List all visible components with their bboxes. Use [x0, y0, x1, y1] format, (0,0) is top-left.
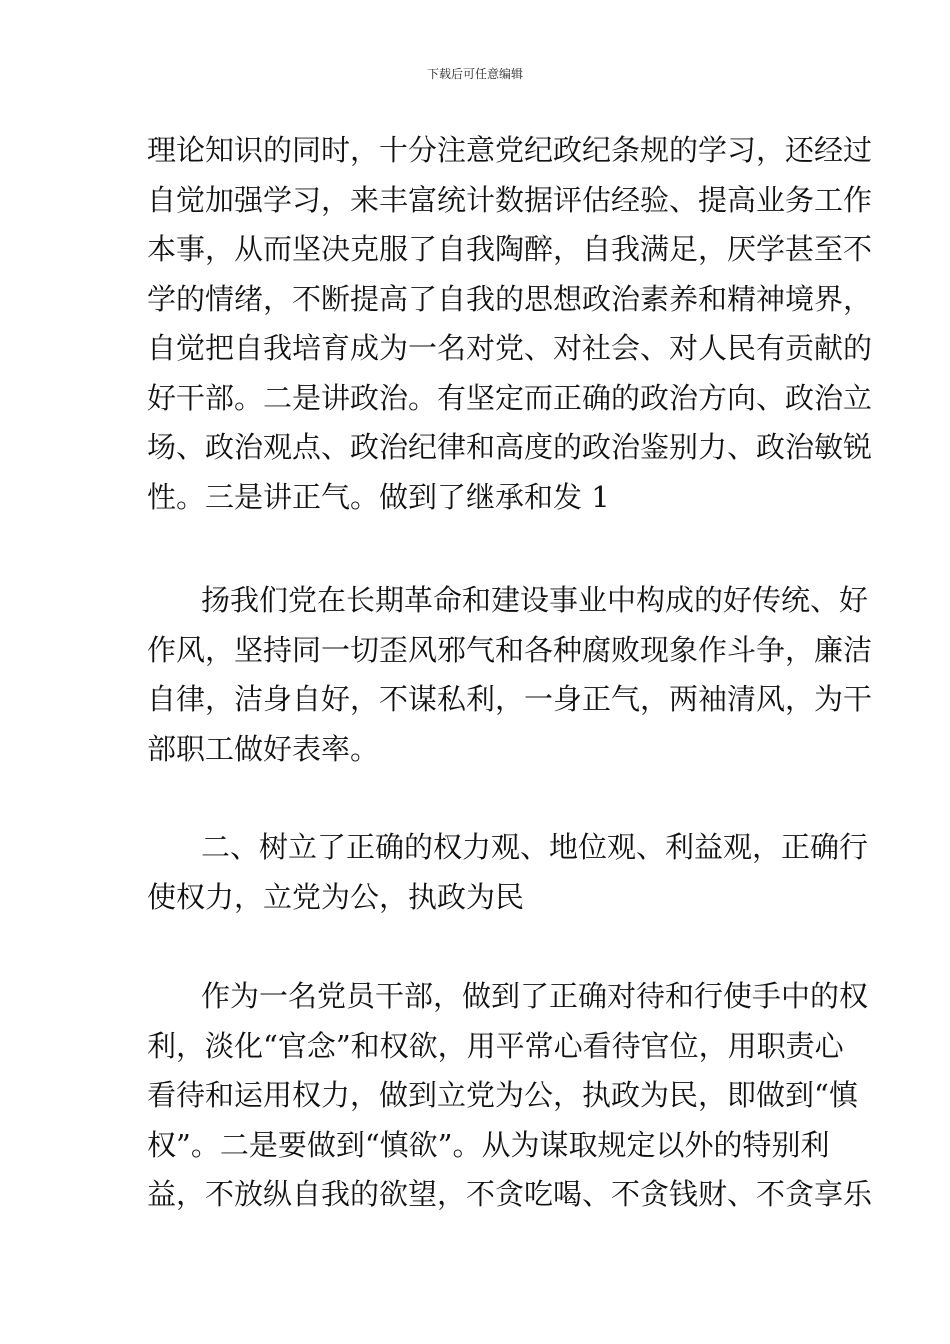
text-line: 本事，从而坚决克服了自我陶醉，自我满足，厌学甚至不: [147, 232, 873, 266]
section-heading: [147, 823, 869, 922]
text-line: 性。三是讲正气。做到了继承和发 1: [147, 479, 610, 514]
text-line: 看待和运用权力，做到立党为公，执政为民，即做到“慎: [147, 1078, 858, 1112]
paragraph-1: [147, 126, 873, 522]
text-line: 二、树立了正确的权力观、地位观、利益观，正确行: [201, 830, 869, 864]
text-line: 权”。二是要做到“慎欲”。从为谋取规定以外的特别利: [147, 1127, 830, 1162]
text-line: 自觉把自我培育成为一名对党、对社会、对人民有贡献的: [147, 331, 873, 365]
text-line: 益，不放纵自我的欲望，不贪吃喝、不贪钱财、不贪享乐: [147, 1177, 873, 1211]
text-line: 自觉加强学习，来丰富统计数据评估经验、提高业务工作: [147, 182, 873, 217]
text-line: 理论知识的同时，十分注意党纪政纪条规的学习，还经过: [147, 133, 873, 167]
page-header: 下载后可任意编辑: [426, 67, 523, 81]
text-line: 作风，坚持同一切歪风邪气和各种腐败现象作斗争，廉洁: [147, 632, 873, 667]
paragraph-2: [147, 576, 873, 774]
text-line: 好干部。二是讲政治。有坚定而正确的政治方向、政治立: [147, 380, 873, 415]
text-line: 场、政治观点、政治纪律和高度的政治鉴别力、政治敏锐: [147, 430, 873, 464]
text-line: 自律，洁身自好，不谋私利，一身正气，两袖清风，为干: [147, 682, 873, 716]
text-line: 作为一名党员干部，做到了正确对待和行使手中的权: [201, 979, 869, 1013]
text-line: 利，淡化“官念”和权欲，用平常心看待官位，用职责心: [147, 1028, 844, 1063]
text-line: 学的情绪，不断提高了自我的思想政治素养和精神境界，: [147, 281, 873, 316]
paragraph-4: [147, 972, 873, 1220]
text-line: 部职工做好表率。: [147, 731, 380, 766]
text-line: 使权力，立党为公，执政为民: [147, 879, 525, 914]
text-line: 扬我们党在长期革命和建设事业中构成的好传统、好: [201, 583, 869, 617]
